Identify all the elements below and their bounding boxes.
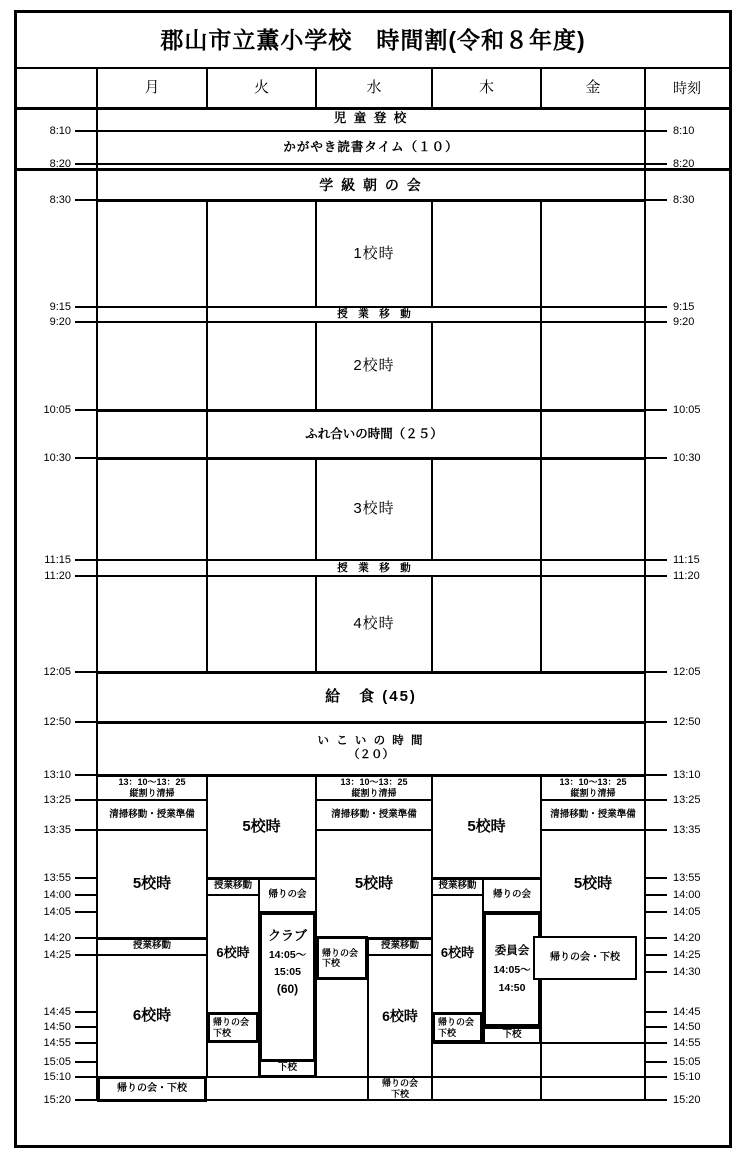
time-tick	[645, 1042, 667, 1044]
time-tick	[645, 1099, 667, 1101]
time-tick	[75, 829, 97, 831]
time-label: 14:55	[673, 1037, 701, 1049]
time-label: 15:10	[673, 1071, 701, 1083]
kaeri-label: 帰りの会	[438, 1017, 475, 1028]
time-label: 12:05	[673, 666, 701, 678]
time-tick	[645, 163, 667, 165]
geko-label: 下校	[438, 1027, 457, 1038]
time-label: 13:10	[673, 769, 701, 781]
tue-class-move: 授業移動	[213, 880, 252, 892]
mon-kaeri-geko-box: 帰りの会・下校	[97, 1076, 207, 1102]
time-tick	[645, 575, 667, 577]
time-tick	[645, 457, 667, 459]
tue-kaeri-no-kai: 帰りの会	[268, 888, 307, 900]
tatewari-label: 縦割り清掃	[129, 787, 175, 798]
time-label: 12:05	[43, 666, 71, 678]
wed-class-move: 授業移動	[380, 940, 419, 952]
tue-period5: 5校時	[242, 817, 281, 835]
wed-kaeri-geko-box	[316, 936, 368, 980]
time-tick	[75, 575, 97, 577]
thu-period6: 6校時	[440, 945, 475, 961]
time-tick	[75, 799, 97, 801]
tue-kaeri-geko-box	[207, 1012, 259, 1043]
time-tick	[645, 1061, 667, 1063]
time-label: 14:25	[673, 949, 701, 961]
time-tick	[645, 894, 667, 896]
time-tick	[645, 671, 667, 673]
time-tick	[645, 829, 667, 831]
time-label: 14:05	[43, 906, 71, 918]
time-label: 11:20	[673, 570, 700, 582]
time-tick	[645, 774, 667, 776]
header-wednesday: 水	[366, 79, 382, 97]
wed-tatewari-cleaning	[316, 775, 432, 800]
time-tick	[75, 774, 97, 776]
time-tick	[75, 457, 97, 459]
time-label: 8:20	[49, 158, 71, 170]
time-tick	[645, 1026, 667, 1028]
header-tuesday: 火	[253, 79, 269, 97]
cell-period4: 4校時	[353, 615, 395, 633]
header-monday: 月	[144, 79, 160, 97]
band-ikoi-time	[97, 722, 645, 775]
mon-cleaning-move: 清掃移動・授業準備	[109, 808, 195, 820]
wed-cleaning-move: 清掃移動・授業準備	[331, 808, 417, 820]
time-tick	[645, 721, 667, 723]
tue-geko-box: 下校	[259, 1060, 316, 1077]
tatewari-label: 縦割り清掃	[351, 787, 397, 798]
time-tick	[75, 877, 97, 879]
time-tick	[75, 911, 97, 913]
ikoi-line2: （２０）	[348, 748, 394, 761]
time-tick	[75, 1042, 97, 1044]
grid-vline	[206, 458, 208, 560]
club-end-time: 15:05	[274, 966, 301, 978]
page-title: 郡山市立薫小学校 時間割(令和８年度)	[160, 27, 586, 54]
time-label: 14:55	[43, 1037, 71, 1049]
time-label: 15:20	[673, 1094, 701, 1106]
time-tick	[75, 409, 97, 411]
header-friday: 金	[585, 79, 601, 97]
iinkai-name: 委員会	[494, 944, 530, 957]
thu-kaeri-geko-box	[432, 1012, 483, 1043]
time-label: 13:25	[43, 794, 71, 806]
time-label: 14:00	[673, 889, 701, 901]
time-label: 13:35	[43, 824, 71, 836]
time-label: 14:20	[43, 932, 71, 944]
mon-period6: 6校時	[132, 1007, 172, 1025]
time-label: 11:15	[673, 554, 700, 566]
grid-vline	[206, 200, 208, 307]
tue-period6: 6校時	[216, 945, 250, 961]
time-label: 12:50	[43, 716, 71, 728]
time-tick	[645, 199, 667, 201]
grid-vline	[540, 458, 542, 560]
time-tick	[75, 1076, 97, 1078]
cell-period2: 2校時	[353, 357, 395, 375]
band-class-move-2: 授 業 移 動	[337, 561, 411, 574]
time-tick	[75, 1011, 97, 1013]
time-tick	[645, 130, 667, 132]
time-tick	[75, 1099, 97, 1101]
club-name: クラブ	[267, 928, 307, 943]
time-tick	[75, 163, 97, 165]
iinkai-start-time: 14:05～	[493, 964, 531, 977]
wed-kaeri-geko-bottom	[368, 1077, 432, 1100]
time-label: 8:10	[49, 125, 71, 137]
mon-class-move: 授業移動	[132, 940, 171, 952]
time-label: 8:10	[673, 125, 695, 137]
time-label: 13:25	[673, 794, 701, 806]
time-tick	[75, 306, 97, 308]
time-tick	[645, 306, 667, 308]
time-tick	[645, 409, 667, 411]
time-tick	[645, 1076, 667, 1078]
time-tick	[75, 671, 97, 673]
time-label: 14:45	[673, 1006, 701, 1018]
thu-kaeri-no-kai: 帰りの会	[492, 888, 531, 900]
tatewari-time: 13：10～13：25	[118, 777, 186, 788]
header-time-column: 時刻	[673, 79, 701, 96]
time-label: 15:05	[673, 1056, 701, 1068]
time-label: 13:35	[673, 824, 701, 836]
time-label: 10:30	[673, 452, 701, 464]
time-label: 8:30	[49, 194, 71, 206]
band-reading-time: かがやき読書タイム（１０）	[283, 140, 459, 155]
time-label: 13:55	[43, 872, 71, 884]
kaeri-label: 帰りの会	[213, 1017, 250, 1028]
tatewari-label: 縦割り清掃	[570, 787, 616, 798]
band-fureai-time: ふれ合いの時間（２５）	[305, 426, 443, 441]
club-start-time: 14:05～	[268, 948, 307, 961]
mon-period5: 5校時	[132, 875, 172, 893]
thu-class-move: 授業移動	[438, 880, 477, 892]
fri-tatewari-cleaning	[541, 775, 645, 800]
fri-period5: 5校時	[573, 875, 613, 893]
cell-period1: 1校時	[353, 244, 395, 262]
time-tick	[75, 130, 97, 132]
time-tick	[645, 971, 667, 973]
tatewari-time: 13：10～13：25	[340, 777, 408, 788]
time-label: 14:50	[43, 1021, 71, 1033]
grid-vline	[540, 576, 542, 672]
header-thursday: 木	[478, 79, 494, 97]
time-label: 15:05	[43, 1056, 71, 1068]
kaeri-label: 帰りの会	[322, 947, 359, 958]
tue-club-box	[259, 912, 316, 1062]
time-label: 13:55	[673, 872, 701, 884]
time-label: 13:10	[43, 769, 71, 781]
time-label: 10:30	[43, 452, 71, 464]
geko-label: 下校	[213, 1027, 232, 1038]
time-tick	[75, 721, 97, 723]
grid-vline	[540, 200, 542, 307]
time-label: 10:05	[673, 404, 701, 416]
tatewari-time: 13：10～13：25	[559, 777, 627, 788]
thu-geko-box: 下校	[483, 1027, 541, 1044]
band-student-arrival: 児 童 登 校	[333, 111, 409, 126]
band-class-move-1: 授 業 移 動	[337, 308, 411, 321]
time-label: 10:05	[43, 404, 71, 416]
time-label: 14:30	[673, 966, 701, 978]
time-tick	[75, 1026, 97, 1028]
time-tick	[645, 911, 667, 913]
time-label: 11:15	[44, 554, 71, 566]
time-tick	[645, 321, 667, 323]
time-tick	[75, 559, 97, 561]
time-tick	[75, 199, 97, 201]
time-label: 14:00	[43, 889, 71, 901]
time-tick	[75, 954, 97, 956]
geko-label: 下校	[390, 1088, 409, 1099]
time-tick	[645, 937, 667, 939]
time-label: 9:20	[673, 316, 695, 328]
mon-tatewari-cleaning	[97, 775, 207, 800]
club-minutes: (60)	[276, 982, 299, 997]
time-label: 15:20	[43, 1094, 71, 1106]
iinkai-end-time: 14:50	[498, 982, 526, 995]
time-label: 9:20	[49, 316, 71, 328]
time-label: 14:45	[43, 1006, 71, 1018]
time-label: 14:20	[673, 932, 701, 944]
time-label: 14:05	[673, 906, 701, 918]
time-tick	[645, 1011, 667, 1013]
time-tick	[645, 559, 667, 561]
time-label: 12:50	[673, 716, 701, 728]
time-label: 8:20	[673, 158, 695, 170]
time-tick	[75, 894, 97, 896]
thu-period5: 5校時	[467, 817, 506, 835]
geko-label: 下校	[322, 958, 341, 968]
time-label: 14:25	[43, 949, 71, 961]
fri-cleaning-move: 清掃移動・授業準備	[550, 808, 636, 820]
grid-vline	[206, 322, 208, 410]
time-tick	[645, 799, 667, 801]
band-school-lunch: 給 食 (45)	[325, 688, 417, 706]
grid-vline	[644, 68, 647, 1100]
band-class-morning-meeting: 学 級 朝 の 会	[319, 176, 423, 193]
ikoi-line1: い こ い の 時 間	[317, 735, 425, 748]
cell-period3: 3校時	[353, 500, 395, 518]
wed-period5: 5校時	[354, 875, 394, 893]
grid-vline	[206, 576, 208, 672]
grid-vline	[540, 322, 542, 410]
time-label: 15:10	[43, 1071, 71, 1083]
time-label: 8:30	[673, 194, 695, 206]
time-tick	[645, 954, 667, 956]
wed-period6: 6校時	[382, 1007, 418, 1024]
time-tick	[75, 937, 97, 939]
time-tick	[75, 321, 97, 323]
fri-kaeri-geko-box: 帰りの会・下校	[533, 936, 637, 980]
time-label: 14:50	[673, 1021, 701, 1033]
time-label: 11:20	[44, 570, 71, 582]
time-label: 9:15	[49, 301, 71, 313]
time-label: 9:15	[673, 301, 695, 313]
time-tick	[75, 1061, 97, 1063]
kaeri-label: 帰りの会	[381, 1078, 418, 1089]
time-tick	[645, 877, 667, 879]
